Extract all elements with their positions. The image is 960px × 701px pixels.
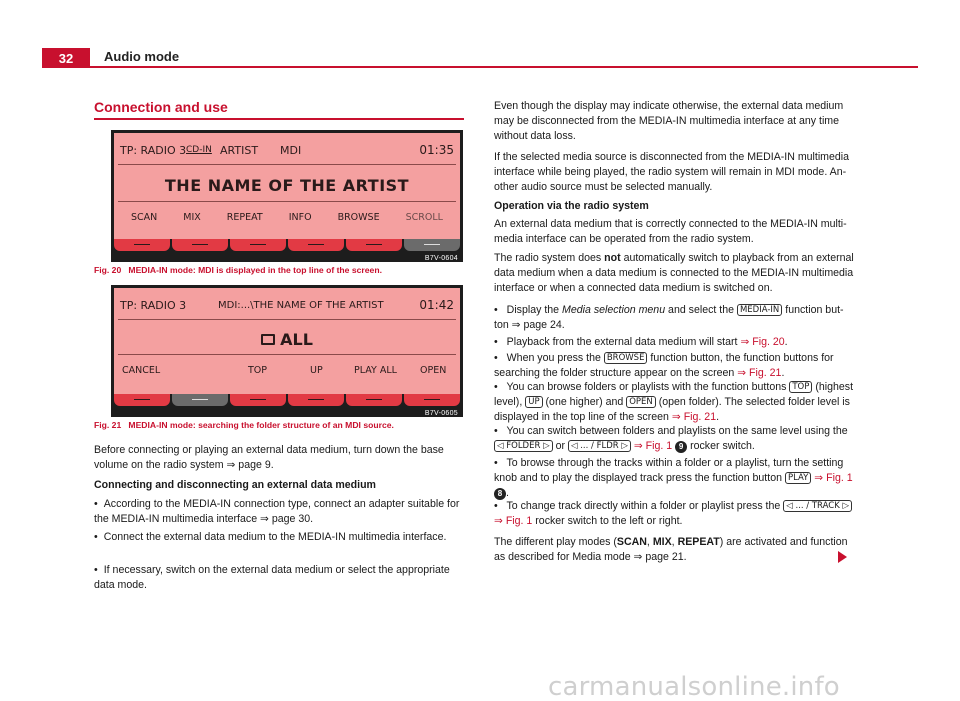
text-span: Playback from the external data medium will start [506, 336, 738, 348]
lcd-soft-button [404, 394, 460, 406]
play-key: PLAY [785, 472, 811, 484]
text-span: ) are activated and function as described for Media mode ⇒ page 21. [494, 536, 848, 563]
figure-20-caption [94, 265, 382, 275]
lcd-soft-button [172, 239, 228, 251]
caption-text: MEDIA-IN mode: searching the folder structure of an MDI source. [128, 420, 394, 430]
autoswitch-paragraph [494, 251, 854, 296]
lcd-soft-button [346, 394, 402, 406]
text-span: You can switch between folders and playlists on the same level using the [506, 425, 848, 437]
fig-1-link[interactable]: ⇒ Fig. 1 [633, 440, 673, 452]
text-span: . [506, 487, 509, 499]
bullet-text: According to the MEDIA-IN connection type, connect an adapter suitable for the MEDIA-IN multimedia interface ⇒ page 30. [94, 498, 460, 525]
intro-paragraph: Before connecting or playing an external data medium, turn down the base volume on the radio system ⇒ page 9. [94, 444, 444, 471]
text-span: (one higher) and [545, 396, 624, 408]
text-span: . [781, 367, 785, 379]
caption-label: Fig. 21 [94, 420, 122, 430]
figure-20-screen [111, 130, 463, 262]
lcd-tp-label: TP: RADIO 3 [120, 298, 187, 312]
mode-mix: MIX [652, 536, 672, 548]
disconnect-paragraph: If the selected media source is disconnected from the MEDIA-IN multimedia interface while being played, the radio system will remain in MDI mode. Another audio source must be selected manually. [494, 151, 850, 193]
connect-bullet-1 [94, 497, 466, 527]
lcd-soft-button [288, 239, 344, 251]
text-span: function button ⇒ page 24. [494, 304, 844, 331]
connect-bullet-2 [94, 530, 466, 545]
lcd-soft-button [114, 394, 170, 406]
callout-8: 8 [494, 488, 506, 500]
lcd-playall-label: PLAY ALL [354, 364, 397, 376]
bold-not: not [604, 252, 621, 264]
fig-20-link[interactable]: ⇒ Fig. 20 [740, 336, 785, 348]
op-bullet-2 [494, 335, 854, 350]
text-span: rocker switch to the left or right. [535, 515, 683, 527]
caption-text: MEDIA-IN mode: MDI is displayed in the top line of the screen. [128, 265, 382, 275]
lcd-repeat-label: REPEAT [226, 211, 263, 223]
bullet-text: Connect the external data medium to the MEDIA-IN multimedia interface. [103, 531, 447, 543]
lcd-time: 01:35 [419, 143, 454, 157]
fldr-rocker-key: ◁ ... / FLDR ▷ [568, 440, 631, 452]
menu-name: Media selection menu [562, 304, 666, 316]
folder-icon [261, 334, 275, 345]
text-span: Display the [506, 304, 560, 316]
text-span: function button, the function buttons for searching the folder structure appear on the screen [494, 352, 834, 379]
operation-heading: Operation via the radio system [494, 200, 649, 212]
lcd-open-label: OPEN [420, 364, 447, 376]
header-rule [90, 66, 918, 68]
lcd-browse-label: BROWSE [337, 211, 380, 223]
text-span: rocker switch. [690, 440, 755, 452]
text-span: , [671, 536, 675, 548]
operation-paragraph: An external data medium that is correctly connected to the MEDIA-IN multimedia interface can be operated from the radio system. [494, 218, 847, 245]
lcd-scan-label: SCAN [131, 211, 158, 223]
lcd-soft-button [288, 394, 344, 406]
lcd-scroll-label: SCROLL [405, 211, 443, 223]
top-key: TOP [789, 381, 812, 393]
text-span: . [784, 336, 788, 348]
callout-9: 9 [675, 441, 687, 453]
text-span: or [555, 440, 565, 452]
continue-arrow-icon [838, 551, 847, 563]
lcd-mix-label: MIX [183, 211, 201, 223]
lcd-artist-name: THE NAME OF THE ARTIST [164, 175, 410, 195]
lcd-artist-label: ARTIST [220, 143, 259, 157]
data-loss-paragraph: Even though the display may indicate otherwise, the external data medium may be disconnected from the MEDIA-IN multimedia interface at any time without data loss. [494, 100, 844, 142]
lcd-top-label: TOP [248, 364, 268, 376]
fig-21-link[interactable]: ⇒ Fig. 21 [737, 367, 782, 379]
lcd-soft-button [346, 239, 402, 251]
op-bullet-1 [494, 303, 854, 333]
op-bullet-7 [494, 499, 854, 529]
section-rule [94, 118, 464, 120]
browse-key: BROWSE [604, 352, 648, 364]
text-span: . [716, 411, 720, 423]
lcd-mdi-label: MDI [280, 143, 302, 157]
text-span: , [646, 536, 650, 548]
mode-repeat: REPEAT [677, 536, 720, 548]
fig-1-link[interactable]: ⇒ Fig. 1 [814, 472, 853, 484]
op-bullet-5 [494, 424, 854, 454]
op-bullet-6 [494, 456, 854, 501]
op-bullet-4 [494, 380, 854, 425]
figure-code: B7V-0604 [422, 255, 461, 262]
fig-1-link[interactable]: ⇒ Fig. 1 [494, 515, 533, 527]
text-span: (highest level), [494, 381, 854, 408]
text-span: automatically switch to playback from an external data medium when a data medium is connected to the MEDIA-IN multimedia interface or when a connected data medium is switched on. [494, 252, 854, 294]
connect-heading: Connecting and disconnecting an external data medium [94, 479, 376, 491]
text-span: and select the [668, 304, 735, 316]
watermark: carmanualsonline.info [548, 672, 840, 701]
lcd-soft-button [404, 239, 460, 251]
section-title: Connection and use [94, 99, 228, 115]
lcd-cdin-label: CD-IN [186, 145, 212, 155]
text-span: When you press the [506, 352, 601, 364]
lcd-info-label: INFO [288, 211, 312, 223]
fig-21-link[interactable]: ⇒ Fig. 21 [671, 411, 717, 423]
folder-rocker-key: ◁ FOLDER ▷ [494, 440, 553, 452]
play-modes-paragraph [494, 535, 854, 565]
figure-21-caption [94, 420, 394, 430]
chapter-title: Audio mode [104, 49, 180, 64]
open-key: OPEN [626, 396, 656, 408]
text-span: (open folder). The selected folder level is displayed in the top line of the screen [494, 396, 850, 423]
bullet-text: If necessary, switch on the external data medium or select the appropriate data mode. [94, 564, 450, 591]
track-rocker-key: ◁ ... / TRACK ▷ [783, 500, 852, 512]
lcd-soft-button [230, 239, 286, 251]
text-span: To change track directly within a folder or playlist press the [506, 500, 781, 512]
lcd-folder-name: ALL [280, 329, 313, 349]
lcd-tp-label: TP: RADIO 3 [120, 143, 187, 157]
lcd-up-label: UP [310, 364, 323, 376]
figure-code: B7V-0605 [422, 410, 461, 417]
op-bullet-3 [494, 351, 854, 381]
text-span: The different play modes ( [494, 536, 617, 548]
text-span: The radio system does [494, 252, 602, 264]
lcd-soft-button [114, 239, 170, 251]
media-in-key: MEDIA-IN [737, 304, 782, 316]
lcd-path: MDI:...\THE NAME OF THE ARTIST [218, 299, 384, 311]
figure-21-screen [111, 285, 463, 417]
caption-label: Fig. 20 [94, 265, 122, 275]
page-number: 32 [42, 48, 90, 68]
mode-scan: SCAN [616, 536, 647, 548]
up-key: UP [525, 396, 542, 408]
lcd-soft-button [230, 394, 286, 406]
text-span: To browse through the tracks within a folder or a playlist, turn the setting knob and to play the displayed track press the function button [494, 457, 844, 484]
text-span: You can browse folders or playlists with the function buttons [506, 381, 787, 393]
connect-bullet-3 [94, 563, 466, 593]
lcd-time: 01:42 [419, 298, 454, 312]
lcd-soft-button [172, 394, 228, 406]
lcd-cancel-label: CANCEL [122, 364, 161, 376]
